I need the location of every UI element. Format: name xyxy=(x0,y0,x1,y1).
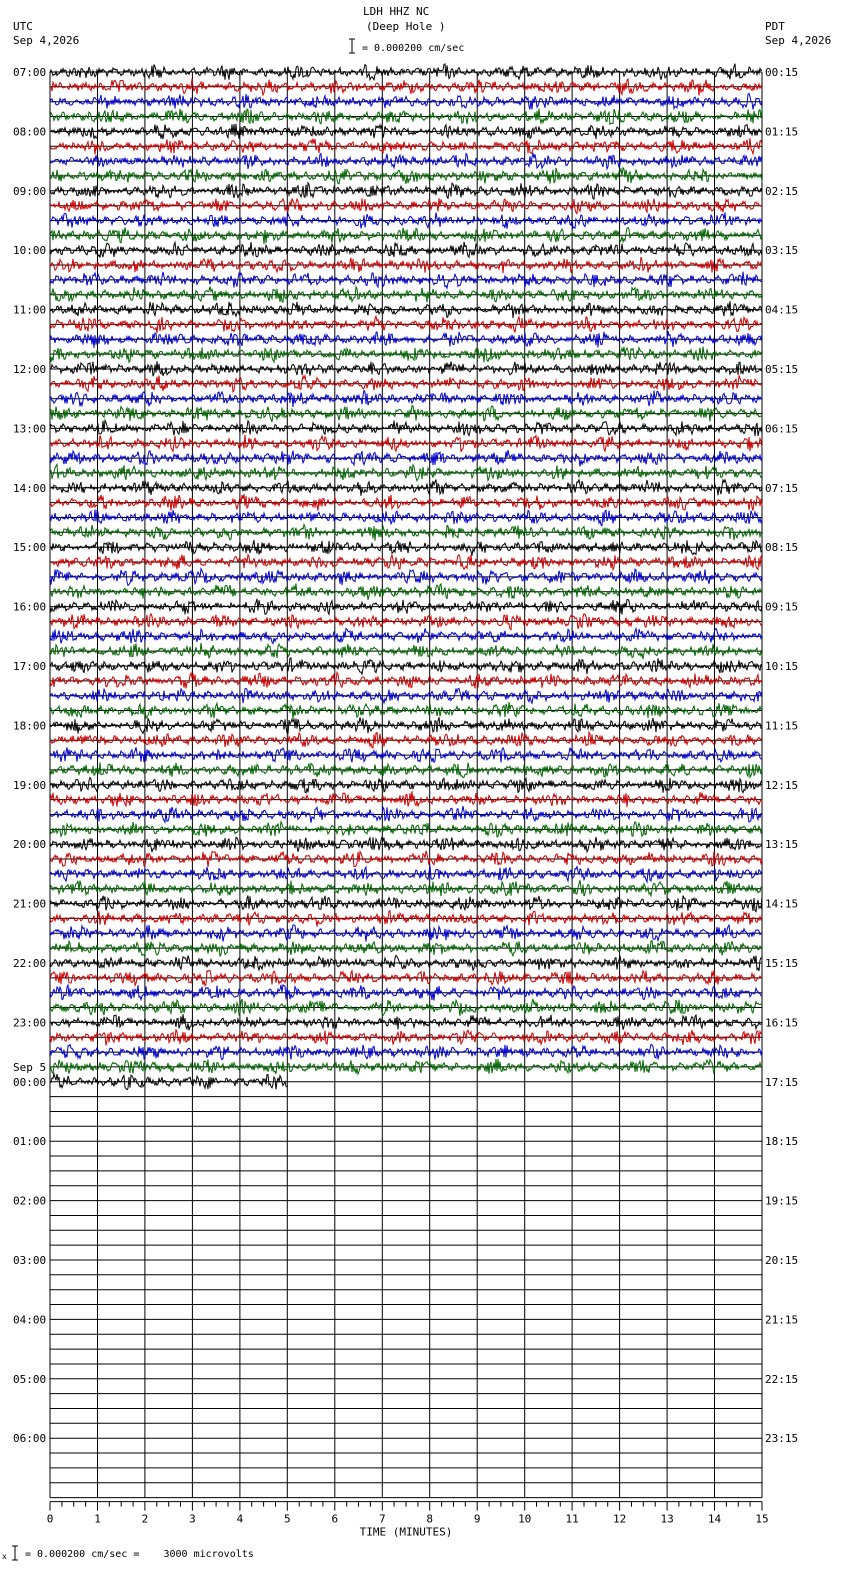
seismic-trace xyxy=(50,479,762,495)
pdt-hour-label: 09:15 xyxy=(765,600,799,614)
utc-hour-label: 03:00 xyxy=(13,1254,47,1267)
x-tick-label: 2 xyxy=(141,1512,149,1526)
footer-scale-note: = 0.000200 cm/sec = 3000 microvolts xyxy=(25,1549,254,1560)
pdt-hour-label: 06:15 xyxy=(765,422,799,436)
x-tick-label: 12 xyxy=(612,1512,627,1526)
pdt-hour-label: 02:15 xyxy=(765,184,799,198)
pdt-hour-label: 17:15 xyxy=(765,1075,799,1089)
pdt-hour-label: 08:15 xyxy=(765,541,799,555)
pdt-hour-label: 03:15 xyxy=(765,244,799,258)
utc-hour-label: 21:00 xyxy=(13,897,47,911)
pdt-date: Sep 4,2026 xyxy=(765,34,832,47)
scale-text: = 0.000200 cm/sec xyxy=(362,43,465,54)
utc-hour-label: 18:00 xyxy=(13,719,47,733)
pdt-hour-label: 12:15 xyxy=(765,778,799,792)
utc-date: Sep 4,2026 xyxy=(13,34,80,47)
pdt-hour-label: 07:15 xyxy=(765,481,799,495)
x-tick-label: 4 xyxy=(236,1512,244,1526)
utc-hour-label: 08:00 xyxy=(13,125,47,139)
station-title: LDH HHZ NC xyxy=(363,5,430,18)
pdt-hour-label: 20:15 xyxy=(765,1254,799,1267)
pdt-hour-label: 13:15 xyxy=(765,838,799,852)
utc-hour-label: 16:00 xyxy=(13,600,47,614)
pdt-hour-label: 05:15 xyxy=(765,363,799,376)
utc-hour-label: 19:00 xyxy=(13,778,47,792)
pdt-hour-label: 22:15 xyxy=(765,1372,799,1386)
location-title: (Deep Hole ) xyxy=(366,20,446,33)
seismic-trace xyxy=(50,64,762,80)
utc-hour-label: 17:00 xyxy=(13,660,47,673)
utc-hour-label: 12:00 xyxy=(13,363,47,376)
x-tick-label: 9 xyxy=(473,1512,481,1526)
x-tick-label: 6 xyxy=(331,1512,339,1526)
x-tick-label: 1 xyxy=(94,1512,101,1526)
utc-hour-label: 06:00 xyxy=(13,1432,47,1446)
utc-hour-label: 20:00 xyxy=(13,838,47,852)
day-change-label: Sep 5 xyxy=(13,1061,47,1074)
x-tick-label: 11 xyxy=(565,1512,579,1526)
seismic-trace xyxy=(50,880,762,896)
x-tick-label: 14 xyxy=(707,1512,722,1526)
footer-scale-marker: x xyxy=(2,1552,7,1561)
x-tick-label: 7 xyxy=(378,1512,386,1526)
utc-hour-label: 13:00 xyxy=(13,422,47,436)
pdt-label: PDT xyxy=(765,20,785,33)
x-tick-label: 3 xyxy=(189,1512,196,1526)
utc-hour-label: 14:00 xyxy=(13,481,47,495)
pdt-hour-label: 10:15 xyxy=(765,660,799,673)
pdt-hour-label: 19:15 xyxy=(765,1194,799,1208)
seismic-trace xyxy=(50,999,762,1016)
utc-hour-label: 05:00 xyxy=(13,1372,47,1386)
seismic-trace xyxy=(50,540,762,556)
utc-hour-label: 22:00 xyxy=(13,957,47,970)
utc-hour-label: 09:00 xyxy=(13,184,47,198)
seismic-trace xyxy=(50,331,762,348)
x-tick-label: 0 xyxy=(46,1512,54,1526)
x-axis-ticks xyxy=(47,1502,769,1539)
utc-hour-label: 15:00 xyxy=(13,541,47,555)
x-tick-label: 10 xyxy=(518,1512,532,1526)
pdt-hour-label: 23:15 xyxy=(765,1432,799,1446)
pdt-hour-label: 18:15 xyxy=(765,1135,799,1149)
utc-hour-label: 04:00 xyxy=(13,1313,47,1327)
pdt-hour-label: 01:15 xyxy=(765,125,799,139)
utc-hour-label: 02:00 xyxy=(13,1194,47,1208)
x-tick-label: 8 xyxy=(426,1512,434,1526)
pdt-hour-label: 15:15 xyxy=(765,957,799,970)
utc-hour-label: 23:00 xyxy=(13,1016,47,1030)
pdt-hour-label: 16:15 xyxy=(765,1016,799,1030)
x-tick-label: 15 xyxy=(755,1512,769,1526)
utc-hour-label: 00:00 xyxy=(13,1075,47,1089)
pdt-hour-label: 21:15 xyxy=(765,1313,799,1327)
x-tick-label: 5 xyxy=(283,1512,291,1526)
seismic-trace xyxy=(50,1014,762,1030)
pdt-hour-label: 04:15 xyxy=(765,303,799,317)
x-axis-title: TIME (MINUTES) xyxy=(359,1525,453,1539)
pdt-hour-label: 14:15 xyxy=(765,897,799,911)
x-tick-label: 13 xyxy=(660,1512,674,1526)
utc-hour-label: 01:00 xyxy=(13,1135,47,1149)
pdt-hour-label: 00:15 xyxy=(765,66,799,79)
utc-hour-label: 10:00 xyxy=(13,244,47,258)
utc-hour-label: 11:00 xyxy=(13,303,47,317)
utc-hour-label: 07:00 xyxy=(13,66,47,79)
utc-label: UTC xyxy=(13,20,33,33)
pdt-hour-label: 11:15 xyxy=(765,719,799,733)
